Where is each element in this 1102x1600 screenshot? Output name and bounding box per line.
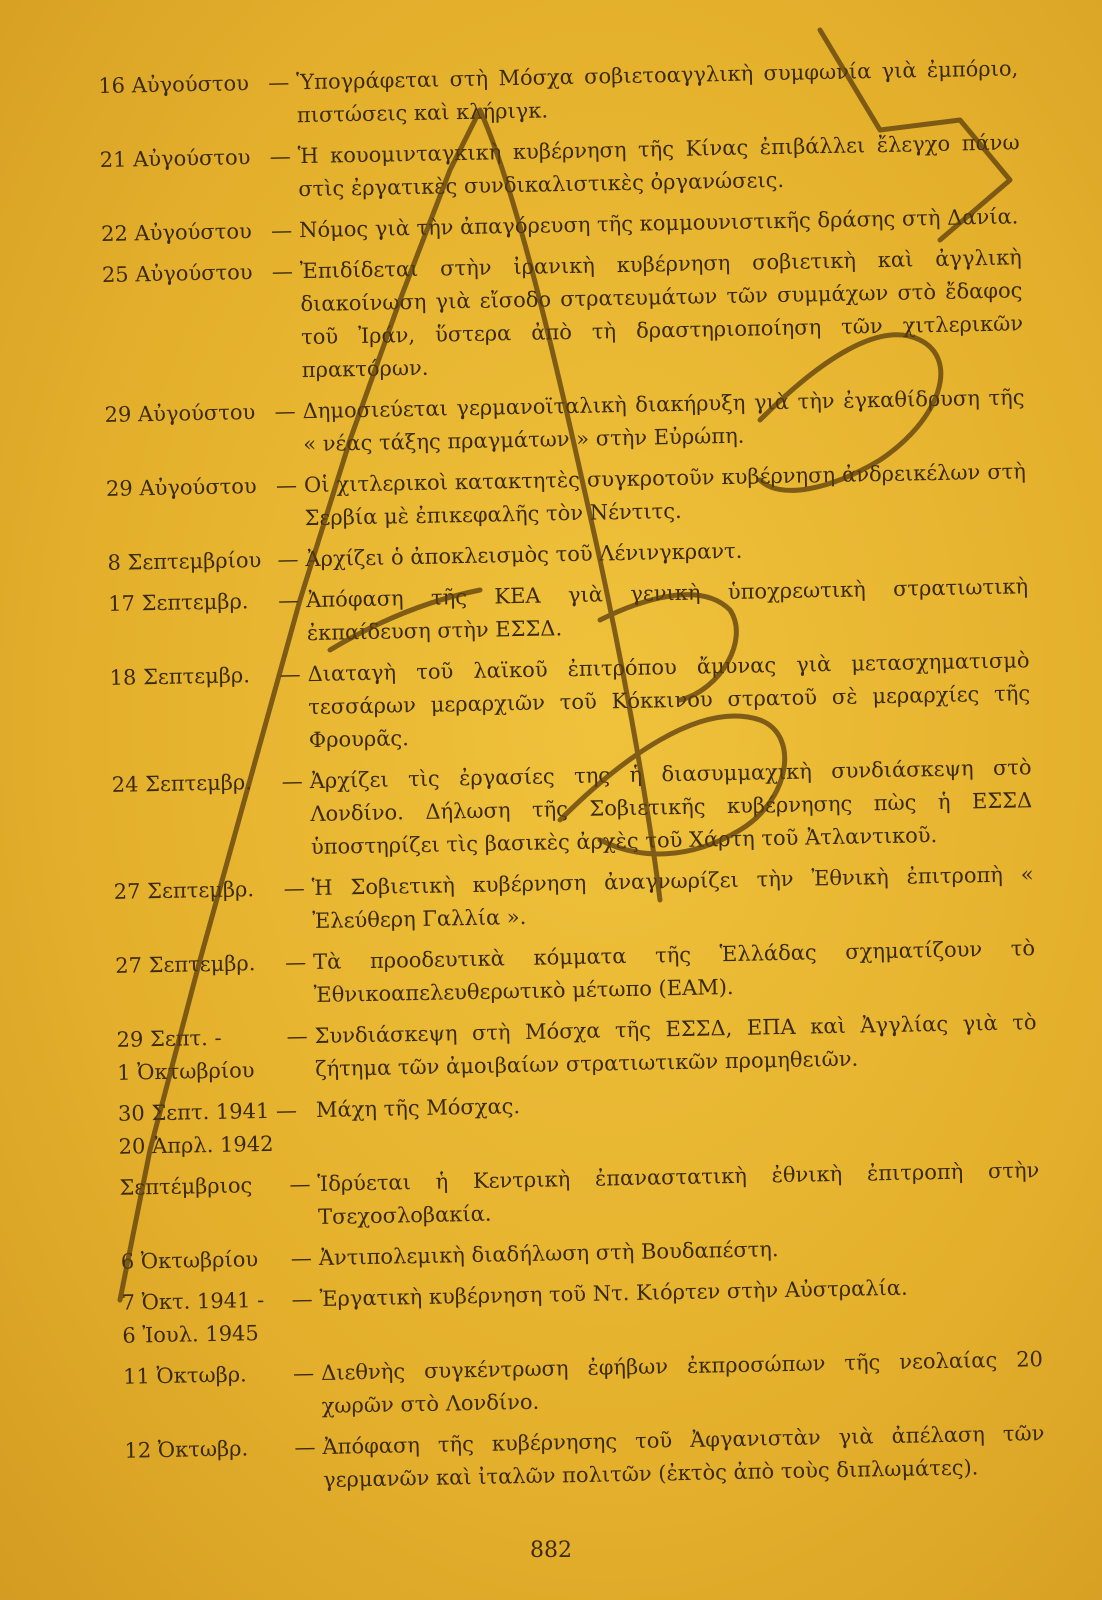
entry-date: 29 Αὐγούστου: [105, 474, 257, 501]
entry-text: Ἡ κουομινταγκικὴ κυβέρνηση τῆς Κίνας ἐπιβάλλει ἔλεγχο πάνω στὶς ἐργατικὲς συνδικαλιστικὲς ὀργανώσεις.: [297, 130, 1020, 202]
entry-dash: [288, 1094, 316, 1095]
entry-text: Ἡ Σοβιετικὴ κυβέρνηση ἀναγνωρίζει τὴν Ἐθνικὴ ἐπιτροπὴ « Ἐλεύθερη Γαλλία ».: [311, 862, 1034, 934]
entry-dash: —: [274, 399, 296, 424]
entry-date: 7 Ὀκτ. 1941 - 6 Ἰουλ. 1945: [121, 1288, 265, 1348]
entry-dash: —: [270, 218, 293, 243]
entry-date: 11 Ὀκτωβρ.: [122, 1362, 247, 1389]
entry-dash: —: [268, 70, 290, 95]
entry-text: Ἀπόφαση τῆς ΚΕΑ γιὰ γενικὴ ὑποχρεωτικὴ στρατιωτικὴ ἐκπαίδευση στὴν ΕΣΣΔ.: [305, 574, 1029, 646]
entry-text: Ἐπιδίδεται στὴν ἰρανικὴ κυβέρνηση σοβιετικὴ καὶ ἀγγλικὴ διακοίνωση γιὰ εἴσοδο στρατευμάτων τῶν συμμάχων στὸ ἔδαφος τοῦ Ἰράν, ὕστερα ἀπὸ τὴ δραστηριοποίηση τῶν χιτλερικῶν πρακτόρων.: [299, 245, 1024, 383]
entry-text: Ἱδρύεται ἡ Κεντρικὴ ἐπαναστατικὴ ἐθνικὴ ἐπιτροπὴ στὴν Τσεχοσλοβακία.: [317, 1158, 1040, 1229]
entry-date: 21 Αὐγούστου: [99, 145, 251, 172]
entry-dash: —: [294, 1435, 316, 1460]
entry-text: Συνδιάσκεψη στὴ Μόσχα τῆς ΕΣΣΔ, ΕΠΑ καὶ Ἀγγλίας γιὰ τὸ ζήτημα τῶν ἀμοιβαίων στρατιωτικῶν προμηθειῶν.: [314, 1010, 1037, 1082]
entry-date: 17 Σεπτεμβρ.: [108, 589, 249, 616]
entry-dash: —: [281, 769, 303, 794]
chronology-entry: [111, 751, 1033, 868]
entry-date: 12 Ὀκτωβρ.: [124, 1436, 249, 1463]
chronology-entry: [113, 858, 1034, 942]
entry-date: 16 Αὐγούστου: [98, 71, 250, 98]
entry-date: 22 Αὐγούστου: [100, 219, 253, 246]
chronology-entry: [104, 381, 1025, 465]
entry-dash: —: [286, 1024, 308, 1049]
entry-dash: —: [277, 547, 299, 572]
entry-date: 27 Σεπτεμβρ.: [114, 951, 256, 978]
entry-text: Ἀρχίζει ὁ ἀποκλεισμὸς τοῦ Λένινγκραντ.: [305, 538, 743, 572]
entry-text: Τὰ προοδευτικὰ κόμματα τῆς Ἑλλάδας σχηματίζουν τὸ Ἐθνικοαπελευθερωτικὸ μέτωπο (ΕΑΜ).: [312, 936, 1036, 1008]
entry-dash: —: [279, 662, 301, 687]
entry-dash: —: [289, 1172, 311, 1197]
chronology-entry: [102, 241, 1024, 391]
chronology-entry: [119, 1154, 1040, 1238]
entry-dash: —: [277, 588, 300, 613]
entry-dash: —: [271, 259, 294, 284]
entry-text: Ἐργατικὴ κυβέρνηση τοῦ Ντ. Κιόρτεν στὴν Αὐστραλία.: [319, 1275, 908, 1311]
entry-text: Ὑπογράφεται στὴ Μόσχα σοβιετοαγγλικὴ συμφωνία γιὰ ἐμπόριο, πιστώσεις καὶ κλήριγκ.: [296, 56, 1019, 128]
entry-date: 18 Σεπτεμβρ.: [109, 663, 251, 690]
chronology-entry: [116, 1006, 1037, 1090]
chronology-entry: [108, 570, 1029, 654]
entry-date: Σεπτέμβριος: [119, 1173, 253, 1200]
entry-text: Διεθνὴς συγκέντρωση ἐφήβων ἐκπροσώπων τῆς νεολαίας 20 χωρῶν στὸ Λονδίνο.: [320, 1347, 1044, 1418]
chronology-entry: [98, 52, 1019, 136]
chronology-entry: [115, 932, 1036, 1016]
entry-dash: —: [269, 144, 291, 169]
chronology-entry: [109, 644, 1031, 761]
entry-date: 27 Σεπτεμβρ.: [113, 877, 255, 904]
entry-date: 29 Αὐγούστου: [104, 400, 256, 427]
entry-text: Οἱ χιτλερικοὶ κατακτητὲς συγκροτοῦν κυβέρνηση ἀνδρεικέλων στὴ Σερβία μὲ ἐπικεφαλῆς τὸν Νέντιτς.: [303, 459, 1027, 531]
entry-date: 25 Αὐγούστου: [101, 260, 253, 287]
entry-dash: —: [283, 876, 305, 901]
entry-text: Διαταγὴ τοῦ λαϊκοῦ ἐπιτρόπου ἄμυνας γιὰ μετασχηματισμὸ τεσσάρων μεραρχιῶν τοῦ Κόκκινου στρατοῦ σὲ μεραρχίες τῆς Φρουρᾶς.: [307, 648, 1031, 753]
chronology-list: [98, 52, 1045, 1508]
entry-dash: —: [284, 950, 307, 975]
entry-date: 24 Σεπτεμβρ.: [111, 770, 253, 797]
entry-date: 6 Ὀκτωβρίου: [120, 1247, 259, 1274]
entry-date: 30 Σεπτ. 1941 — 20 Ἀπρλ. 1942: [117, 1098, 298, 1159]
entry-text: Ἀρχίζει τὶς ἐργασίες της ἡ διασυμμαχικὴ συνδιάσκεψη στὸ Λονδίνο. Δήλωση τῆς Σοβιετικῆς κυβέρνησης πὼς ἡ ΕΣΣΔ ὑποστηρίζει τὶς βασικὲς ἀρχὲς τοῦ Χάρτη τοῦ Ἀτλαντικοῦ.: [309, 755, 1033, 860]
entry-date: 29 Σεπτ. - 1 Ὀκτωβρίου: [116, 1025, 255, 1085]
entry-text: Ἀπόφαση τῆς κυβέρνησης τοῦ Ἀφγανιστὰν γιὰ ἀπέλαση τῶν γερμανῶν καὶ ἰταλῶν πολιτῶν (ἐκτὸς ἀπὸ τοὺς διπλωμάτες).: [322, 1421, 1045, 1492]
entry-text: Νόμος γιὰ τὴν ἀπαγόρευση τῆς κομμουνιστικῆς δράσης στὴ Δανία.: [298, 204, 1019, 243]
chronology-entry: [106, 455, 1027, 539]
chronology-entry: [123, 1343, 1044, 1427]
chronology-entry: [124, 1417, 1045, 1501]
entry-dash: —: [275, 473, 298, 498]
chronology-entry: [99, 126, 1020, 210]
entry-dash: —: [292, 1361, 315, 1386]
entry-dash: —: [291, 1287, 313, 1312]
entry-text: Μάχη τῆς Μόσχας.: [315, 1094, 521, 1123]
entry-dash: —: [290, 1246, 313, 1271]
page-number: 882: [530, 1538, 572, 1563]
entry-date: 8 Σεπτεμβρίου: [107, 547, 262, 575]
chronology-entry: [121, 1269, 1042, 1353]
entry-text: Δημοσιεύεται γερμανοϊταλικὴ διακήρυξη γιὰ τὴν ἐγκαθίδρυση τῆς « νέας τάξης πραγμάτων » στὴν Εὐρώπη.: [302, 385, 1025, 457]
chronology-entry: [118, 1080, 1039, 1164]
entry-text: Ἀντιπολεμικὴ διαδήλωση στὴ Βουδαπέστη.: [318, 1237, 779, 1270]
